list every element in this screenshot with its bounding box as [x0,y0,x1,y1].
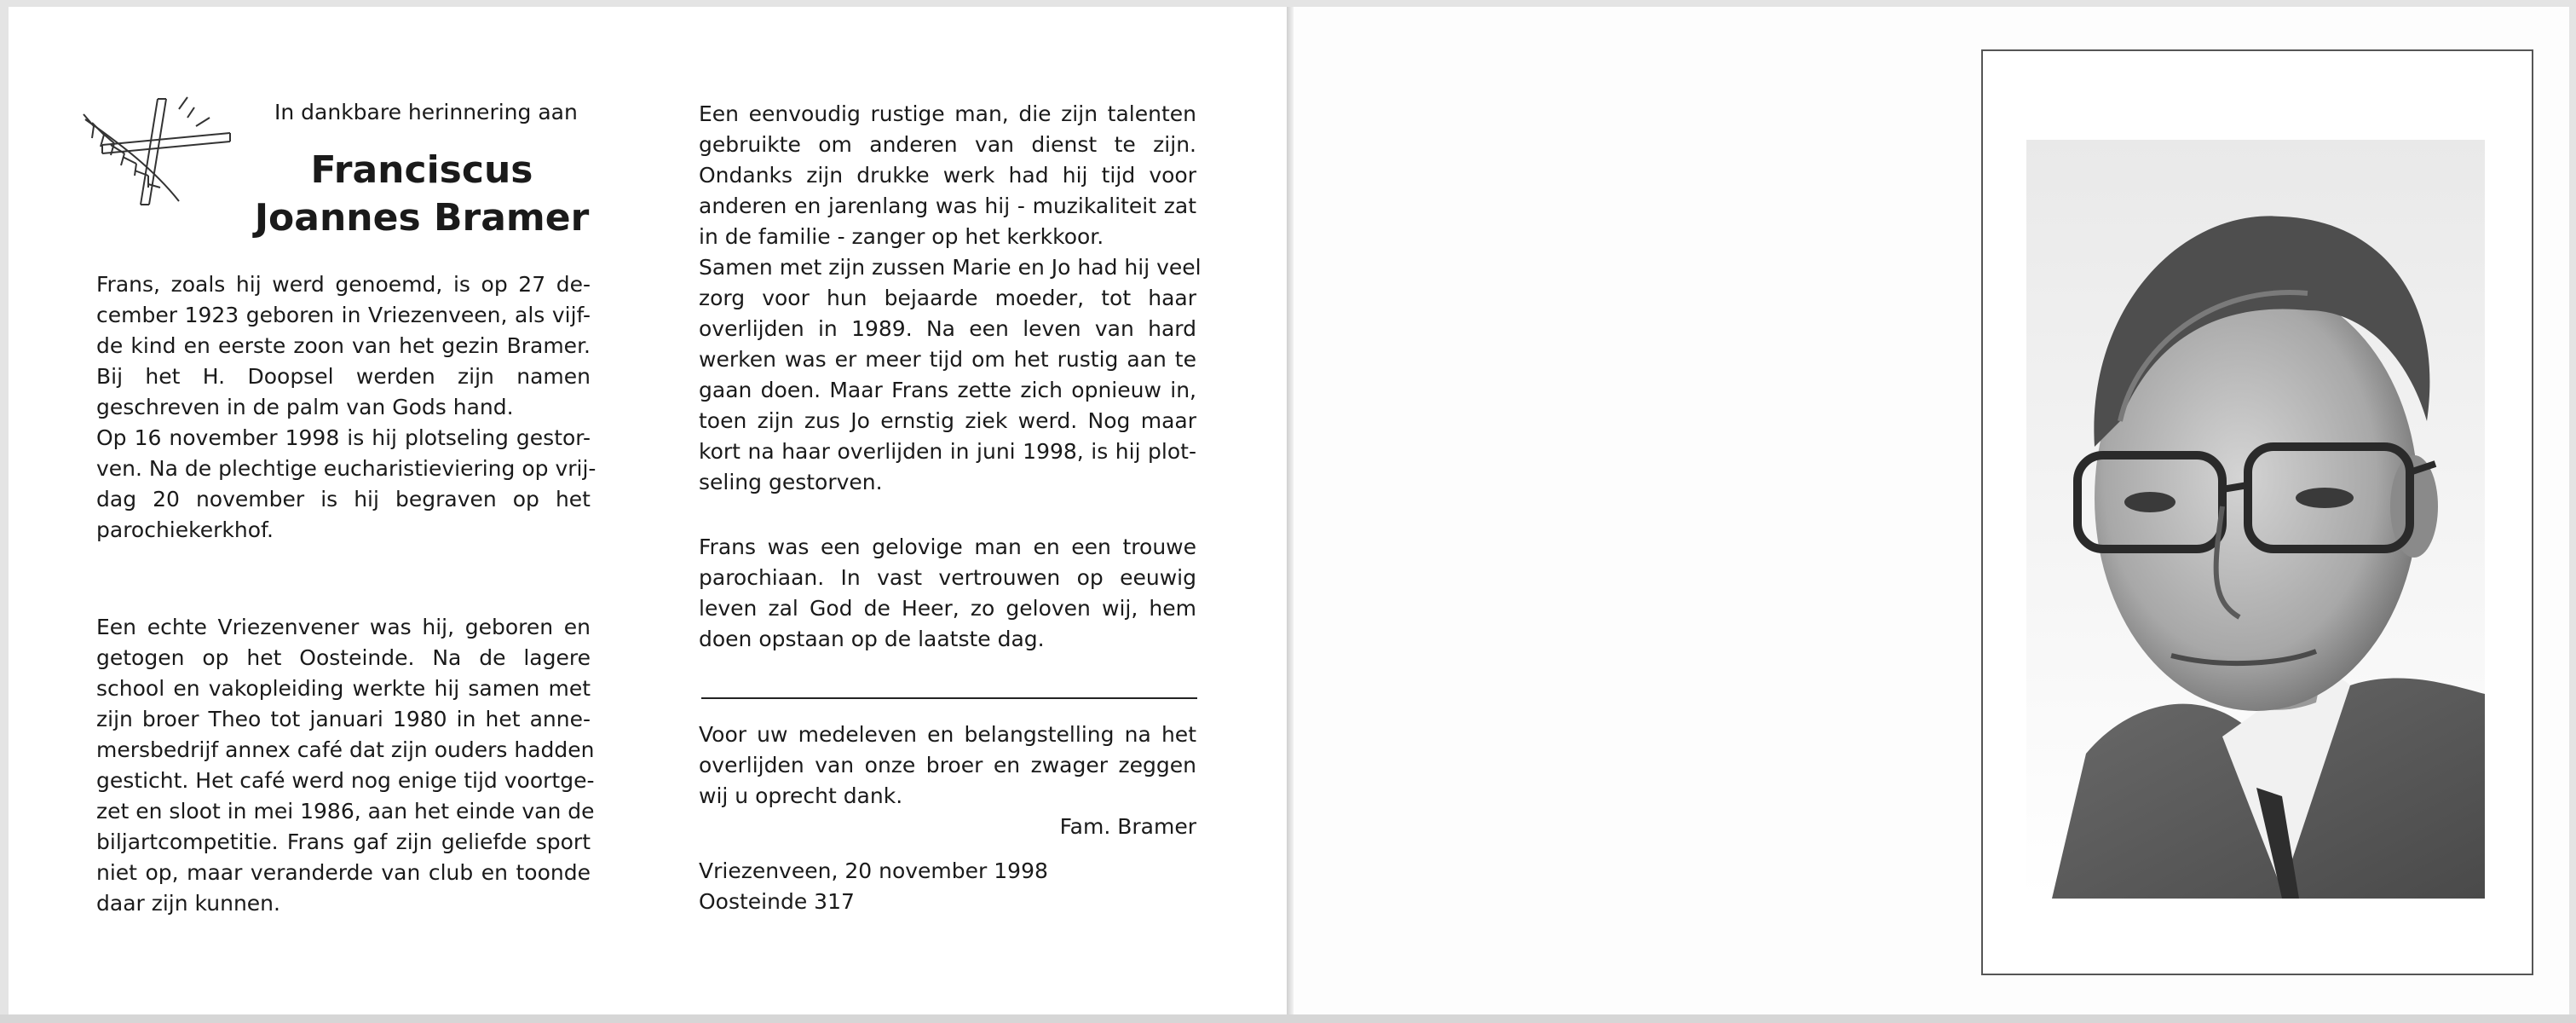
intro-text: In dankbare herinnering aan [274,100,578,124]
faith-paragraph: Frans was een gelovige man en een trouwe parochiaan. In vast vertrouwen op eeuwig leven zal God de Heer, zo geloven wij, hem doen opstaan op de laatste dag. [699,535,1196,651]
deceased-name [243,147,601,242]
biography-paragraph-3: Een eenvoudig rustige man, die zijn talenten gebruikte om anderen van dienst te zijn. Ondanks zijn drukke werk had hij tijd voor anderen en jarenlang was hij - muzikaliteit zat in de familie - zanger op het kerkkoor. Samen met zijn zussen Marie en Jo had hij veel zorg voor hun bejaarde moeder, tot haar overlijden in 1989. Na een leven van hard werken was er meer tijd om het rustig aan te gaan doen. Maar Frans zette zich opnieuw in, toen zijn zus Jo ernstig ziek werd. Nog maar kort na haar overlijden in juni 1998, is hij plot- seling gestorven. [699,101,1202,494]
biography-paragraph-1: Frans, zoals hij werd genoemd, is op 27 de- cember 1923 geboren in Vriezenveen, als vijf- de kind en eerste zoon van het gezin Bramer. Bij het H. Doopsel werden zijn namen geschreven in de palm van Gods hand. Op 16 november 1998 is hij plotseling gestor- ven. Na de plechtige eucharistieviering op vrij- dag 20 november is hij begraven op het parochiekerkhof. [96,272,596,542]
portrait-image [2026,140,2485,899]
divider-line [701,697,1197,699]
scan-edge [0,1014,2576,1023]
place-date: Vriezenveen, 20 november 1998 [699,858,1048,883]
address: Oosteinde 317 [699,889,855,914]
name-line-1: Franciscus [310,148,533,192]
family-signature: Fam. Bramer [1059,814,1196,839]
biography-paragraph-2: Een echte Vriezenvener was hij, geboren en getogen op het Oosteinde. Na de lagere school en vakopleiding werkte hij samen met zijn broer Theo tot januari 1980 in het anne- mersbedrijf annex café dat zijn ouders hadden gesticht. Het café werd nog enige tijd voortge- zet en sloot in mei 1986, aan het einde van de biljartcompetitie. Frans gaf zijn geliefde sport niet op, maar veranderde van club en toonde daar zijn kunnen. [96,615,595,916]
cross-palm-icon [60,92,235,211]
card-fold [1287,7,1294,1014]
name-line-2: Joannes Bramer [254,196,590,240]
portrait-photo [2026,140,2485,899]
thanks-paragraph: Voor uw medeleven en belangstelling na het overlijden van onze broer en zwager zeggen wij u oprecht dank. [699,722,1196,808]
